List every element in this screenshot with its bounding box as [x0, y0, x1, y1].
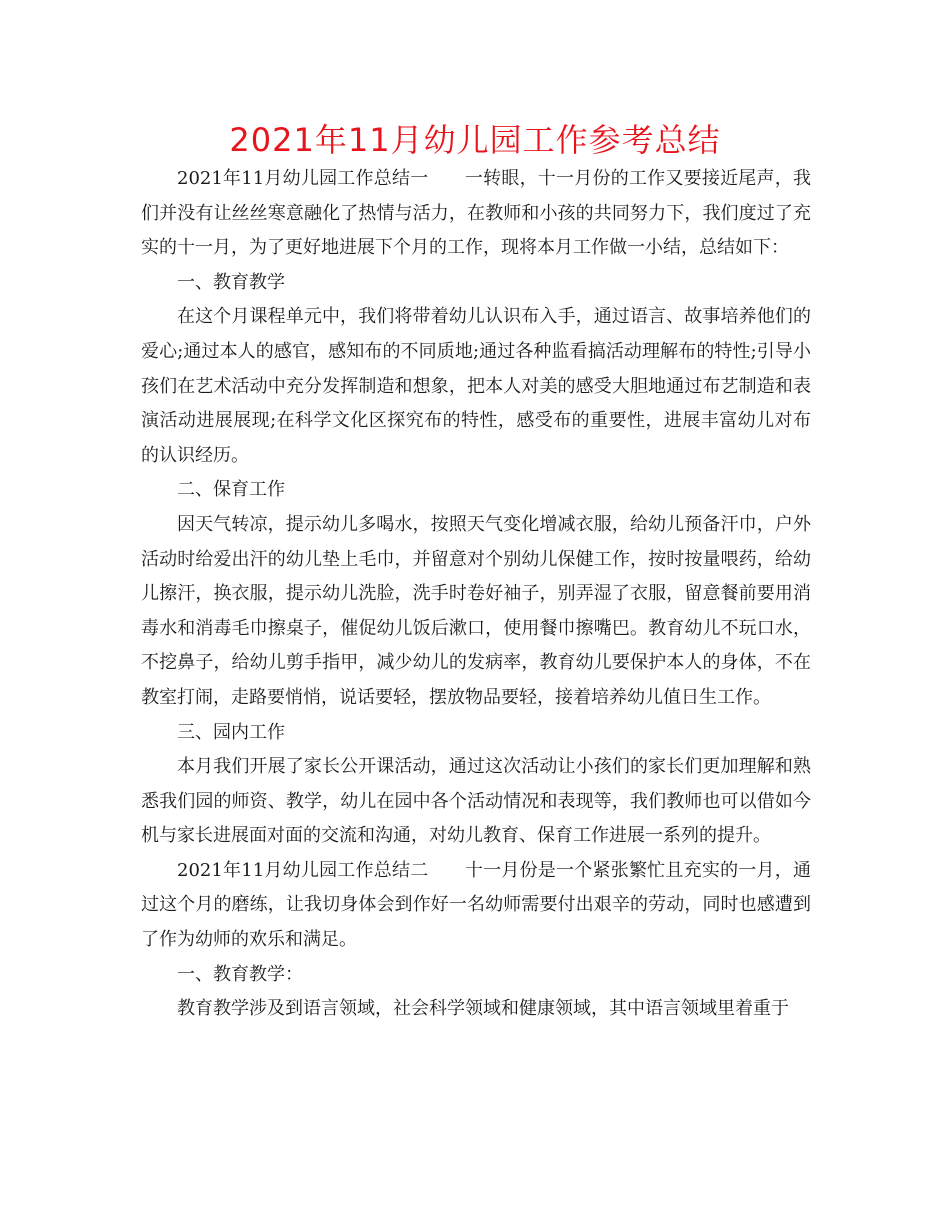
section-heading-teaching: 一、教育教学: [177, 271, 285, 293]
section-heading-campus: 三、园内工作: [177, 721, 285, 743]
paragraph-intro-2: 2021年11月幼儿园工作总结二 十一月份是一个紧张繁忙且充实的一月，通过这个月的磨练，让我切身体会到作好一名幼师需要付出艰辛的劳动，同时也感遭到了作为幼师的欢乐和满足。: [141, 859, 811, 951]
section-heading-teaching-2: 一、教育教学：: [177, 963, 303, 985]
paragraph-care: 因天气转凉，提示幼儿多喝水，按照天气变化增减衣服，给幼儿预备汗巾，户外活动时给爱出汗的幼儿垫上毛巾，并留意对个别幼儿保健工作，按时按量喂药，给幼儿擦汗，换衣服，提示幼儿洗脸，洗手时卷好袖子，别弄湿了衣服，留意餐前要用消毒水和消毒毛巾擦桌子，催促幼儿饭后漱口，使用餐巾擦嘴巴。教育幼儿不玩口水，不挖鼻子，给幼儿剪手指甲，减少幼儿的发病率，教育幼儿要保护本人的身体，不在教室打闹，走路要悄悄，说话要轻，摆放物品要轻，接着培养幼儿值日生工作。: [141, 513, 811, 708]
document-title: 2021年11月幼儿园工作参考总结: [229, 121, 721, 159]
document-body: [141, 162, 811, 1027]
paragraph-intro-1: 2021年11月幼儿园工作总结一 一转眼，十一月份的工作又要接近尾声，我们并没有让丝丝寒意融化了热情与活力，在教师和小孩的共同努力下，我们度过了充实的十一月，为了更好地进展下个月的工作，现将本月工作做一小结，总结如下：: [141, 168, 811, 259]
paragraph-campus: 本月我们开展了家长公开课活动，通过这次活动让小孩们的家长们更加理解和熟悉我们园的师资、教学，幼儿在园中各个活动情况和表现等，我们教师也可以借如今机与家长进展面对面的交流和沟通，对幼儿教育、保育工作进展一系列的提升。: [141, 756, 811, 847]
paragraph-teaching: 在这个月课程单元中，我们将带着幼儿认识布入手，通过语言、故事培养他们的爱心;通过本人的感官，感知布的不同质地;通过各种监看搞活动理解布的特性;引导小孩们在艺术活动中充分发挥制造和想象，把本人对美的感受大胆地通过布艺制造和表演活动进展展现;在科学文化区探究布的特性，感受布的重要性，进展丰富幼儿对布的认识经历。: [141, 306, 811, 466]
section-heading-care: 二、保育工作: [177, 479, 285, 501]
paragraph-teaching-2: 教育教学涉及到语言领域，社会科学领域和健康领域，其中语言领域里着重于: [177, 998, 789, 1020]
